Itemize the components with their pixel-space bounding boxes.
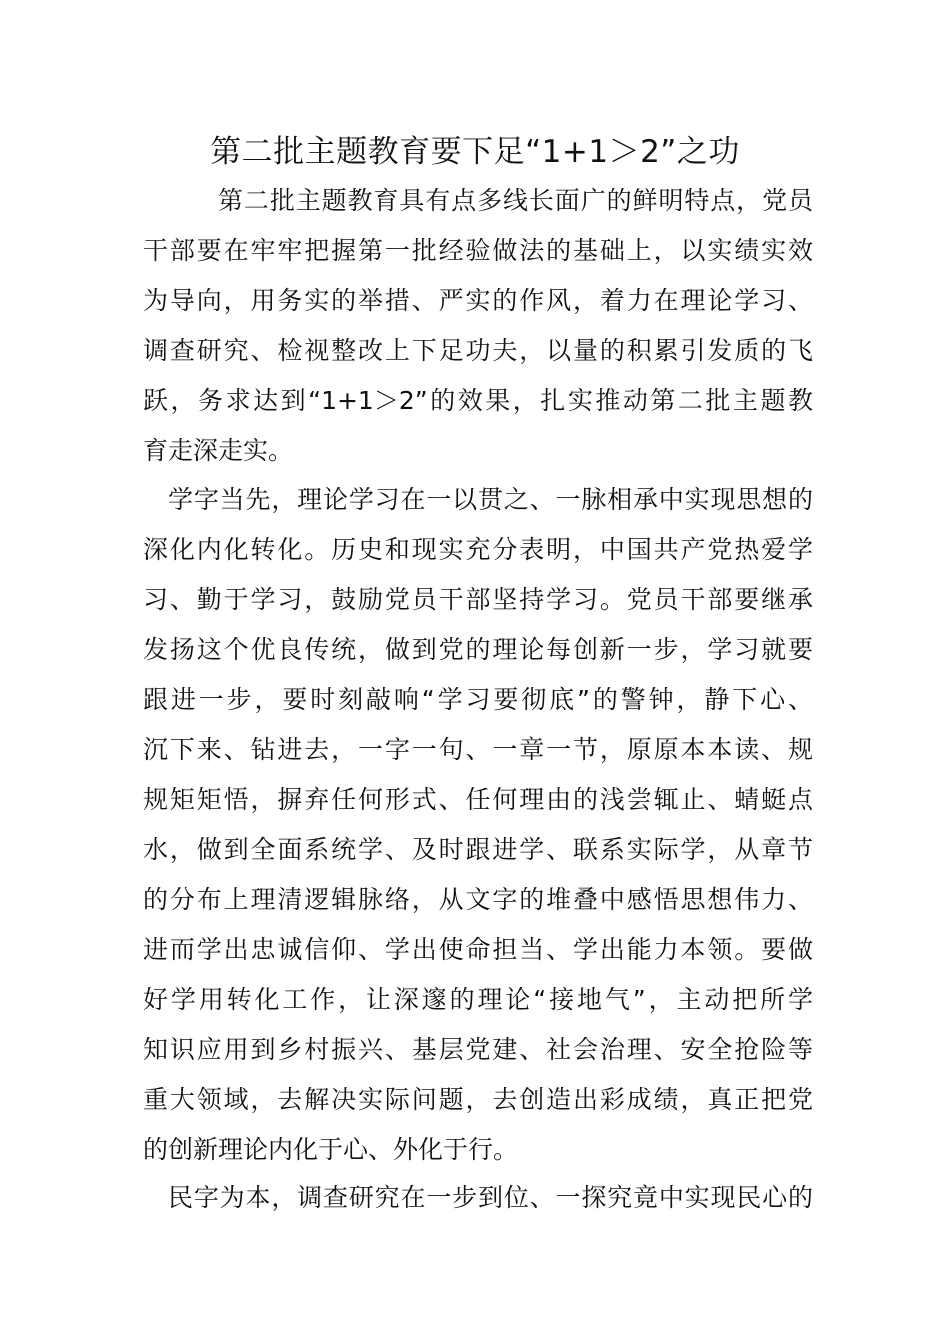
document-title: 第二批主题教育要下足“1+1＞2”之功: [210, 134, 740, 170]
text-line: 习、勤于学习，鼓励党员干部坚持学习。党员干部要继承: [143, 585, 813, 614]
text-line: 育走深走实。: [143, 436, 294, 465]
text-line: 规矩矩悟，摒弃任何形式、任何理由的浅尝辄止、蜻蜓点: [143, 785, 813, 814]
text-line: 好学用转化工作，让深邃的理论“接地气”，主动把所学: [143, 985, 813, 1014]
text-line: 民字为本，调查研究在一步到位、一探究竟中实现民心的: [168, 1183, 813, 1212]
text-line: 水，做到全面系统学、及时跟进学、联系实际学，从章节: [143, 835, 813, 864]
text-line: 重大领域，去解决实际问题，去创造出彩成绩，真正把党: [143, 1085, 813, 1114]
text-line: 为导向，用务实的举措、严实的作风，着力在理论学习、: [143, 286, 813, 315]
text-line: 学字当先，理论学习在一以贯之、一脉相承中实现思想的: [168, 485, 813, 514]
text-line: 发扬这个优良传统，做到党的理论每创新一步，学习就要: [143, 635, 813, 664]
text-line: 跃，务求达到“1+1＞2”的效果，扎实推动第二批主题教: [143, 386, 813, 415]
text-line: 深化内化转化。历史和现实充分表明，中国共产党热爱学: [143, 535, 813, 564]
text-line: 第二批主题教育具有点多线长面广的鲜明特点，党员: [218, 186, 813, 215]
text-line: 的分布上理清逻辑脉络，从文字的堆叠中感悟思想伟力、: [143, 885, 813, 914]
text-line: 调查研究、检视整改上下足功夫，以量的积累引发质的飞: [143, 336, 813, 365]
text-line: 干部要在牢牢把握第一批经验做法的基础上，以实绩实效: [143, 236, 813, 265]
text-line: 沉下来、钻进去，一字一句、一章一节，原原本本读、规: [143, 735, 813, 764]
text-line: 的创新理论内化于心、外化于行。: [143, 1135, 519, 1164]
text-line: 跟进一步，要时刻敲响“学习要彻底”的警钟，静下心、: [143, 685, 813, 714]
text-line: 知识应用到乡村振兴、基层党建、社会治理、安全抢险等: [143, 1035, 813, 1064]
text-line: 进而学出忠诚信仰、学出使命担当、学出能力本领。要做: [143, 935, 813, 964]
